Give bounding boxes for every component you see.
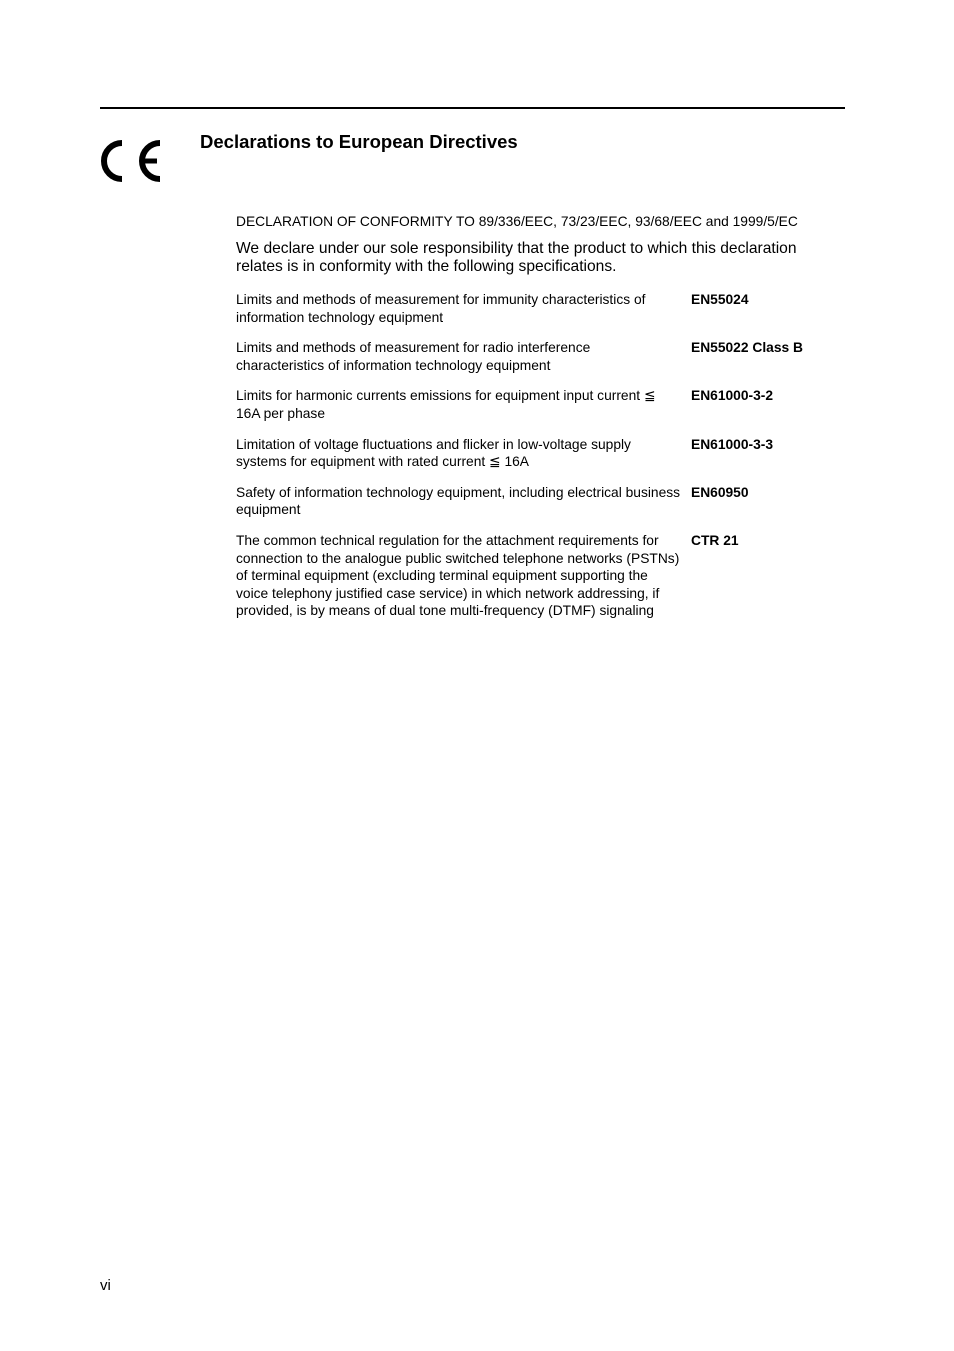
specification-description: Limits and methods of measurement for immunity characteristics of information technology equipment bbox=[236, 292, 646, 325]
specification-row bbox=[236, 484, 836, 519]
specification-standard: EN55022 Class B bbox=[691, 340, 803, 356]
specification-row bbox=[236, 387, 836, 422]
specification-standard: EN61000-3-3 bbox=[691, 436, 774, 452]
specification-row bbox=[236, 339, 836, 374]
specification-description: The common technical regulation for the attachment requirements for connection to the analogue public switched telephone networks (PSTNs) of terminal equipment (excluding terminal equipment supporting the voice telephony justified case service) in which network addressing, if provided, is by means of dual tone multi-frequency (DTMF) signaling bbox=[236, 532, 680, 619]
specification-row bbox=[236, 291, 836, 326]
ce-mark-icon bbox=[98, 136, 168, 186]
page-title: Declarations to European Directives bbox=[200, 131, 518, 152]
specification-description: Limits and methods of measurement for radio interference characteristics of information technology equipment bbox=[236, 340, 591, 373]
specification-row bbox=[236, 436, 836, 471]
declaration-heading: DECLARATION OF CONFORMITY TO 89/336/EEC, 73/23/EEC, 93/68/EEC and 1999/5/EC bbox=[236, 214, 798, 229]
declaration-intro: We declare under our sole responsibility that the product to which this declaration relates is in conformity with the following specifications. bbox=[236, 240, 797, 275]
specification-description: Safety of information technology equipment, including electrical business equipment bbox=[236, 484, 681, 518]
specification-description: Limitation of voltage fluctuations and flicker in low-voltage supply systems for equipment with rated current ≦ 16A bbox=[236, 436, 631, 470]
specification-description: Limits for harmonic currents emissions for equipment input current ≦ 16A per phase bbox=[236, 388, 656, 421]
specification-standard: EN60950 bbox=[691, 484, 749, 500]
page-number: vi bbox=[100, 1277, 111, 1294]
specification-standard: EN55024 bbox=[691, 292, 749, 307]
specification-row bbox=[236, 532, 836, 620]
specification-standard: EN61000-3-2 bbox=[691, 388, 774, 404]
specification-standard: CTR 21 bbox=[691, 532, 739, 548]
specification-list bbox=[236, 291, 836, 633]
top-divider bbox=[100, 107, 845, 109]
